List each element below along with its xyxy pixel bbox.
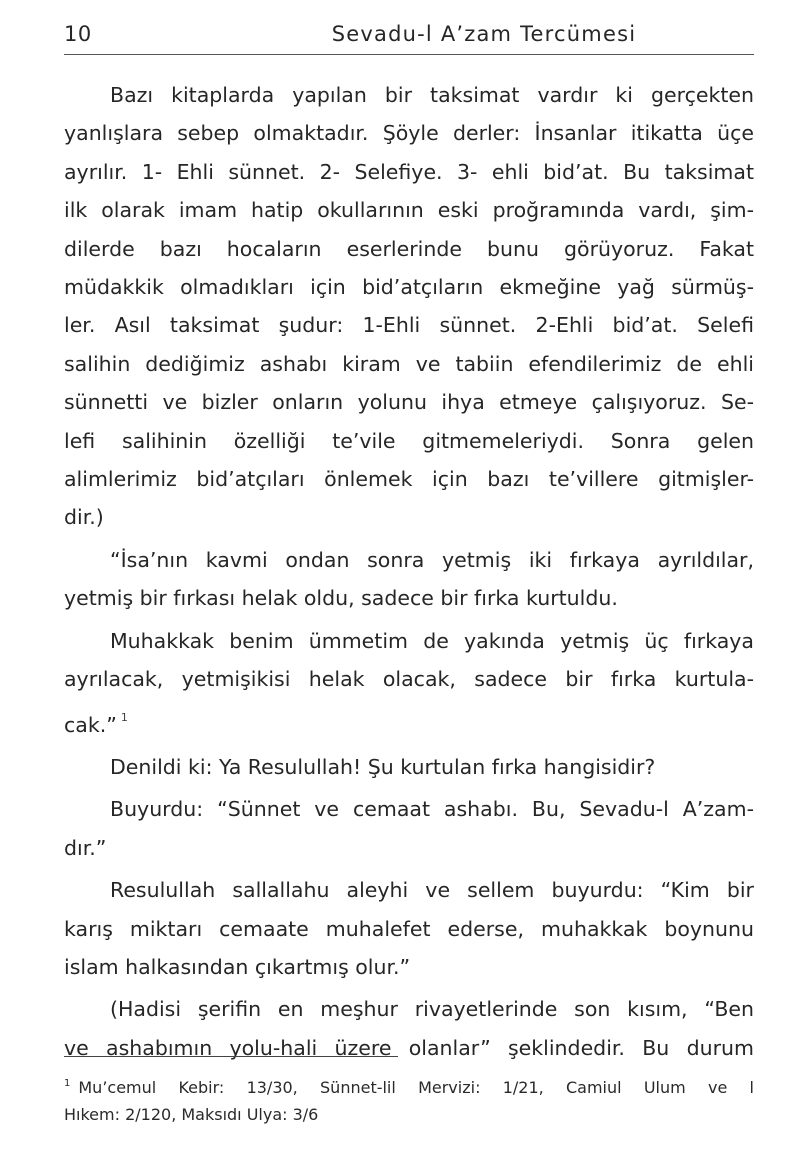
text-line: (Hadisi şerifin en meşhur rivayetlerinde son kısım, “Ben	[110, 997, 754, 1022]
footnote	[64, 1070, 754, 1128]
footnote-reference[interactable]: 1	[120, 710, 128, 724]
text-line: Muhakkak benim ümmetim de yakında yetmiş üç fırkaya	[110, 628, 754, 653]
text-line: dır.”	[64, 835, 107, 860]
text-line: alimlerimiz bid’atçıları önlemek için bazı te’villere gitmişler-	[64, 467, 754, 492]
text-line: Bazı kitaplarda yapılan bir taksimat vardır ki gerçekten	[110, 83, 754, 107]
text-line-content: cak.”	[64, 712, 117, 737]
text-line: ler. Asıl taksimat şudur: 1-Ehli sünnet. 2-Ehli bid’at. Selefi	[64, 313, 754, 338]
text-line: yanlışlara sebep olmaktadır. Şöyle derler: İnsanlar itikatta üçe	[64, 121, 754, 146]
page-number: 10	[64, 22, 92, 46]
paragraph	[64, 622, 754, 744]
page-header	[64, 18, 754, 55]
text-line: Resulullah sallallahu aleyhi ve sellem buyurdu: “Kim bir	[110, 878, 754, 903]
text-line: dir.)	[64, 505, 104, 530]
body-text	[64, 76, 754, 1067]
text-line	[64, 699, 754, 744]
footnote-line: Hıkem: 2/120, Maksıdı Ulya: 3/6	[64, 1105, 319, 1124]
footnote-text: Mu’cemul Kebir: 13/30, Sünnet-lil Mervizi: 1/21, Camiul Ulum ve l	[78, 1078, 754, 1097]
text-line: yetmiş bir fırkası helak oldu, sadece bir fırka kurtuldu.	[64, 586, 618, 611]
text-line: salihin dediğimiz ashabı kiram ve tabiin efendilerimiz de ehli	[64, 351, 754, 376]
paragraph	[64, 76, 754, 537]
text-line: islam halkasından çıkartmış olur.”	[64, 954, 411, 979]
paragraph	[64, 541, 754, 618]
text-line: “İsa’nın kavmi ondan sonra yetmiş iki fırkaya ayrıldılar,	[110, 547, 754, 572]
text-line: müdakkik olmadıkları için bid’atçıların ekmeğine yağ sürmüş-	[64, 275, 754, 300]
text-line: dilerde bazı hocaların eserlerinde bunu görüyoruz. Fakat	[64, 236, 754, 261]
text-line: Denildi ki: Ya Resulullah! Şu kurtulan fırka hangisidir?	[110, 754, 656, 779]
paragraph	[64, 790, 754, 867]
text-line: ilk olarak imam hatip okullarının eski proğramında vardı, şim-	[64, 198, 754, 223]
paragraph	[64, 871, 754, 986]
text-line: karış miktarı cemaate muhalefet ederse, muhakkak boynunu	[64, 916, 754, 941]
paragraph	[64, 748, 754, 786]
text-line: Buyurdu: “Sünnet ve cemaat ashabı. Bu, Sevadu-l A’zam-	[110, 797, 754, 822]
running-title: Sevadu-l A’zam Tercümesi	[331, 22, 637, 46]
footnote-divider	[64, 1056, 398, 1057]
footnote-line	[64, 1070, 754, 1101]
text-line: ve ashabımın yolu-hali üzere olanlar” şeklindedir. Bu durum	[64, 1035, 754, 1060]
text-line: sünnetti ve bizler onların yolunu ihya etmeye çalışıyoruz. Se-	[64, 390, 754, 415]
text-line: ayrılacak, yetmişikisi helak olacak, sadece bir fırka kurtula-	[64, 667, 754, 692]
text-line: ayrılır. 1- Ehli sünnet. 2- Selefiye. 3- ehli bid’at. Bu taksimat	[64, 159, 754, 184]
footnote-mark: 1	[64, 1078, 71, 1089]
text-line: lefi salihinin özelliği te’vile gitmemeleriydi. Sonra gelen	[64, 428, 754, 453]
